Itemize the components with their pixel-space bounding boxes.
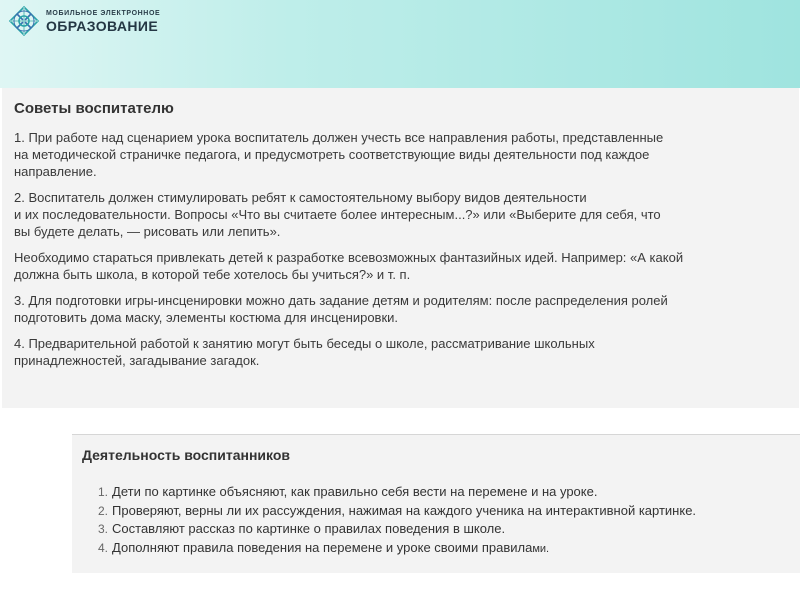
tips-line: на методической страничке педагога, и предусмотреть соответствующие виды деятельности под каждое: [14, 147, 650, 162]
list-item: [98, 483, 798, 502]
tips-paragraph-2: [14, 189, 784, 240]
mesh-logo-icon: [8, 5, 40, 37]
tips-paragraph-3: [14, 249, 784, 283]
list-text: Дети по картинке объясняют, как правильно себя вести на перемене и на уроке.: [112, 484, 598, 499]
tips-line: 1. При работе над сценарием урока воспитатель должен учесть все направления работы, представленные: [14, 130, 664, 145]
list-number: 4.: [98, 540, 109, 555]
tips-line: подготовить дома маску, элементы костюма для инсценировки.: [14, 310, 399, 325]
activities-list: [98, 483, 798, 558]
tips-line: 4. Предварительной работой к занятию могут быть беседы о школе, рассматривание школьных: [14, 336, 595, 351]
tips-paragraph-1: [14, 129, 784, 180]
tips-paragraph-5: [14, 335, 784, 369]
tips-line: принадлежностей, загадывание загадок.: [14, 353, 260, 368]
tips-line: вы будете делать, — рисовать или лепить».: [14, 224, 281, 239]
list-number: 3.: [98, 522, 109, 536]
list-text-tail: ми.: [532, 542, 550, 555]
list-number: 2.: [98, 503, 109, 518]
tips-paragraph-4: [14, 292, 784, 326]
tips-line: и их последовательности. Вопросы «Что вы считаете более интересным...?» или «Выберите для себя, что: [14, 207, 661, 222]
list-text: Дополняют правила поведения на перемене и уроке своими правила: [112, 539, 533, 555]
tips-line: Необходимо стараться привлекать детей к разработке всевозможных фантазийных идей. Например: «А какой: [14, 250, 684, 265]
tips-title: Советы воспитателю: [14, 100, 174, 117]
tips-line: 2. Воспитатель должен стимулировать ребят к самостоятельному выбору видов деятельности: [14, 190, 587, 205]
tips-line: 3. Для подготовки игры-инсценировки можно дать задание детям и родителям: после распределения ролей: [14, 293, 668, 308]
logo-subtitle: МОБИЛЬНОЕ ЭЛЕКТРОННОЕ: [46, 9, 161, 17]
list-item: [98, 502, 798, 521]
tips-panel: [2, 88, 799, 408]
list-item: [98, 539, 798, 559]
top-banner: [0, 0, 800, 88]
logo: [8, 4, 160, 38]
activities-panel: [72, 434, 800, 573]
tips-line: должна быть школа, в которой тебе хотелось бы учиться?» и т. п.: [14, 267, 411, 282]
tips-line: направление.: [14, 164, 97, 179]
list-text: Составляют рассказ по картинке о правилах поведения в школе.: [112, 521, 506, 536]
list-number: 1.: [98, 485, 109, 499]
list-item: [98, 520, 798, 539]
activities-title: Деятельность воспитанников: [82, 447, 290, 463]
list-text: Проверяют, верны ли их рассуждения, нажимая на каждого ученика на интерактивной картинке.: [112, 502, 697, 518]
logo-title: ОБРАЗОВАНИЕ: [46, 17, 159, 34]
